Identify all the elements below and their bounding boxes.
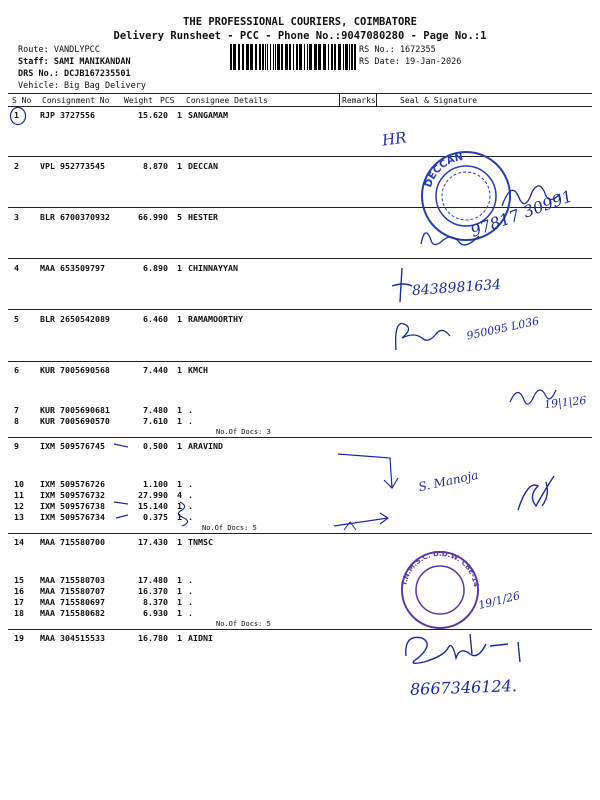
row-consignee: SANGAMAM [188, 110, 228, 120]
row-separator [8, 361, 592, 362]
row-pcs: 1 [177, 633, 182, 643]
handwritten-date: 19|1|26 [543, 393, 587, 412]
rs-number: RS No.: 1672355 [359, 45, 436, 55]
signature-scribble [390, 312, 460, 352]
row-consignment-no: IXM 509576738 [40, 501, 105, 511]
col-remarks: Remarks [342, 96, 376, 105]
barcode-bar [270, 44, 271, 70]
row-separator [8, 258, 592, 259]
barcode-bar [343, 44, 344, 70]
handwritten-date: 19/1/26 [477, 589, 522, 612]
route-label: Route: VANDLYPCC [18, 45, 100, 55]
circled-sno-mark [8, 106, 28, 126]
barcode-bar [277, 44, 280, 70]
row-sno: 4 [14, 263, 19, 273]
barcode-bar [351, 44, 353, 70]
row-consignment-no: RJP 3727556 [40, 110, 95, 120]
row-weight: 7.440 [143, 365, 168, 375]
vehicle-label: Vehicle: Big Bag Delivery [18, 81, 146, 91]
row-pcs: 1 [177, 365, 182, 375]
row-consignment-no: MAA 304515533 [40, 633, 105, 643]
row-weight: 16.780 [138, 633, 168, 643]
docs-count-note: No.Of Docs: 5 [216, 620, 271, 628]
row-pcs: 1 [177, 479, 182, 489]
row-sno: 8 [14, 416, 19, 426]
handwritten-name: S. Manoja [417, 467, 480, 495]
row-consignee: . [188, 575, 193, 585]
col-consignee: Consignee Details [186, 96, 268, 105]
row-consignee: . [188, 512, 193, 522]
barcode-bar [289, 44, 291, 70]
row-weight: 1.100 [143, 479, 168, 489]
staff-label: Staff: SAMI MANIKANDAN [18, 57, 131, 67]
row-weight: 15.140 [138, 501, 168, 511]
row-weight: 6.930 [143, 608, 168, 618]
row-sno: 2 [14, 161, 19, 171]
barcode-bar [334, 44, 336, 70]
svg-text:T.N.M.S.C. D.D.W. CBE-14 [400, 550, 480, 588]
barcode-bar [267, 44, 268, 70]
tnmsc-seal-stamp [398, 548, 482, 632]
barcode-bar [238, 44, 240, 70]
row-sno: 11 [14, 490, 24, 500]
row-consignment-no: BLR 2650542089 [40, 314, 110, 324]
barcode-bar [314, 44, 317, 70]
row-pcs: 1 [177, 501, 182, 511]
docs-count-note: No.Of Docs: 5 [202, 524, 257, 532]
row-consignee: TNMSC [188, 537, 213, 547]
row-consignee: DECCAN [188, 161, 218, 171]
row-consignee: ARAVIND [188, 441, 223, 451]
row-consignment-no: KUR 7005690568 [40, 365, 110, 375]
row-consignment-no: KUR 7005690570 [40, 416, 110, 426]
row-pcs: 1 [177, 441, 182, 451]
row-weight: 16.370 [138, 586, 168, 596]
barcode-bar [318, 44, 321, 70]
row-pcs: 1 [177, 110, 182, 120]
row-sno: 15 [14, 575, 24, 585]
barcode-bar [299, 44, 302, 70]
row-consignment-no: MAA 715580707 [40, 586, 105, 596]
row-pcs: 1 [177, 597, 182, 607]
col-pcs: PCS [160, 96, 175, 105]
row-sno: 10 [14, 479, 24, 489]
row-weight: 8.370 [143, 597, 168, 607]
col-consignment: Consignment No [42, 96, 110, 105]
row-consignee: RAMAMOORTHY [188, 314, 243, 324]
row-pcs: 5 [177, 212, 182, 222]
row-consignment-no: BLR 6700370932 [40, 212, 110, 222]
barcode-bar [328, 44, 329, 70]
handwritten-number: 950095 L036 [465, 314, 541, 343]
barcode-bar [293, 44, 294, 70]
row-sno: 6 [14, 365, 19, 375]
row-separator [8, 533, 592, 534]
barcode-bar [273, 44, 274, 70]
barcode-bar [246, 44, 249, 70]
barcode-bar [281, 44, 283, 70]
row-pcs: 1 [177, 416, 182, 426]
row-weight: 0.375 [143, 512, 168, 522]
col-sno: S No [12, 96, 32, 105]
row-sno: 12 [14, 501, 24, 511]
row-consignee: . [188, 597, 193, 607]
row-pcs: 1 [177, 161, 182, 171]
tnmsc-stamp-text: T.N.M.S.C. D.D.W. CBE-14 [400, 549, 480, 588]
table-header-border [8, 106, 592, 107]
row-consignment-no: MAA 715580700 [40, 537, 105, 547]
company-name: THE PROFESSIONAL COURIERS, COIMBATORE [183, 16, 417, 28]
row-consignee: . [188, 586, 193, 596]
barcode [230, 44, 358, 70]
row-weight: 17.430 [138, 537, 168, 547]
barcode-bar [323, 44, 326, 70]
handwritten-arrows [330, 440, 420, 530]
runsheet-title: Delivery Runsheet - PCC - Phone No.:9047080280 - Page No.:1 [113, 30, 487, 42]
barcode-bar [304, 44, 305, 70]
row-pcs: 1 [177, 608, 182, 618]
row-consignment-no: IXM 509576732 [40, 490, 105, 500]
row-consignee: . [188, 608, 193, 618]
row-consignment-no: IXM 509576745 [40, 441, 105, 451]
row-pcs: 1 [177, 405, 182, 415]
row-sno: 18 [14, 608, 24, 618]
row-weight: 17.480 [138, 575, 168, 585]
row-sno: 5 [14, 314, 19, 324]
row-consignment-no: KUR 7005690681 [40, 405, 110, 415]
row-weight: 66.990 [138, 212, 168, 222]
row-pcs: 1 [177, 512, 182, 522]
handwritten-initials: HR [380, 128, 408, 150]
row-consignee: . [188, 405, 193, 415]
row-weight: 7.480 [143, 405, 168, 415]
row-consignment-no: MAA 715580703 [40, 575, 105, 585]
barcode-bar [354, 44, 356, 70]
deccan-stamp-text: DECCAN [423, 151, 465, 189]
handwritten-number: 97817 30991 [467, 186, 575, 241]
row-sno: 19 [14, 633, 24, 643]
barcode-bar [265, 44, 266, 70]
handwritten-phone: 8667346124. [409, 676, 518, 699]
signature-scribble [512, 462, 562, 522]
rs-date: RS Date: 19-Jan-2026 [359, 57, 462, 67]
barcode-bar [338, 44, 341, 70]
row-consignee: . [188, 416, 193, 426]
row-weight: 8.870 [143, 161, 168, 171]
row-weight: 0.500 [143, 441, 168, 451]
col-seal-signature: Seal & Signature [400, 96, 478, 105]
row-consignment-no: MAA 653509797 [40, 263, 105, 273]
row-separator [8, 437, 592, 438]
row-sno: 1 [14, 110, 19, 120]
barcode-bar [331, 44, 333, 70]
row-pcs: 1 [177, 263, 182, 273]
row-separator [8, 309, 592, 310]
table-top-border [8, 93, 592, 94]
barcode-bar [250, 44, 253, 70]
row-weight: 15.620 [138, 110, 168, 120]
row-sno: 14 [14, 537, 24, 547]
row-consignee: . [188, 479, 193, 489]
row-consignee: KMCH [188, 365, 208, 375]
row-sno: 13 [14, 512, 24, 522]
seal-divider [376, 93, 377, 106]
row-consignee: . [188, 501, 193, 511]
row-sno: 3 [14, 212, 19, 222]
handwritten-strike-marks [110, 436, 190, 526]
row-sno: 9 [14, 441, 19, 451]
barcode-bar [275, 44, 276, 70]
row-weight: 6.890 [143, 263, 168, 273]
row-weight: 27.990 [138, 490, 168, 500]
barcode-bar [230, 44, 232, 70]
row-consignment-no: MAA 715580682 [40, 608, 105, 618]
barcode-bar [259, 44, 261, 70]
barcode-bar [349, 44, 350, 70]
row-pcs: 1 [177, 314, 182, 324]
row-sno: 7 [14, 405, 19, 415]
row-weight: 6.460 [143, 314, 168, 324]
barcode-bar [233, 44, 236, 70]
row-pcs: 4 [177, 490, 182, 500]
row-consignment-no: IXM 509576726 [40, 479, 105, 489]
row-consignee: HESTER [188, 212, 218, 222]
signature-scribble [398, 626, 538, 676]
row-consignee: . [188, 490, 193, 500]
col-weight: Weight [124, 96, 153, 105]
row-pcs: 1 [177, 575, 182, 585]
barcode-bar [309, 44, 312, 70]
row-weight: 7.610 [143, 416, 168, 426]
row-consignee: CHINNAYYAN [188, 263, 238, 273]
barcode-bar [285, 44, 288, 70]
barcode-bar [262, 44, 264, 70]
barcode-bar [255, 44, 257, 70]
row-sno: 17 [14, 597, 24, 607]
barcode-bar [296, 44, 298, 70]
remarks-divider [339, 93, 340, 106]
drs-label: DRS No.: DCJB167235501 [18, 69, 131, 79]
barcode-bar [242, 44, 244, 70]
row-consignment-no: MAA 715580697 [40, 597, 105, 607]
row-consignment-no: VPL 952773545 [40, 161, 105, 171]
docs-count-note: No.Of Docs: 3 [216, 428, 271, 436]
row-sno: 16 [14, 586, 24, 596]
barcode-bar [345, 44, 348, 70]
row-pcs: 1 [177, 586, 182, 596]
barcode-bar [307, 44, 308, 70]
handwritten-phone: 8438981634 [411, 276, 502, 300]
row-consignee: AIDNI [188, 633, 213, 643]
row-consignment-no: IXM 509576734 [40, 512, 105, 522]
row-pcs: 1 [177, 537, 182, 547]
